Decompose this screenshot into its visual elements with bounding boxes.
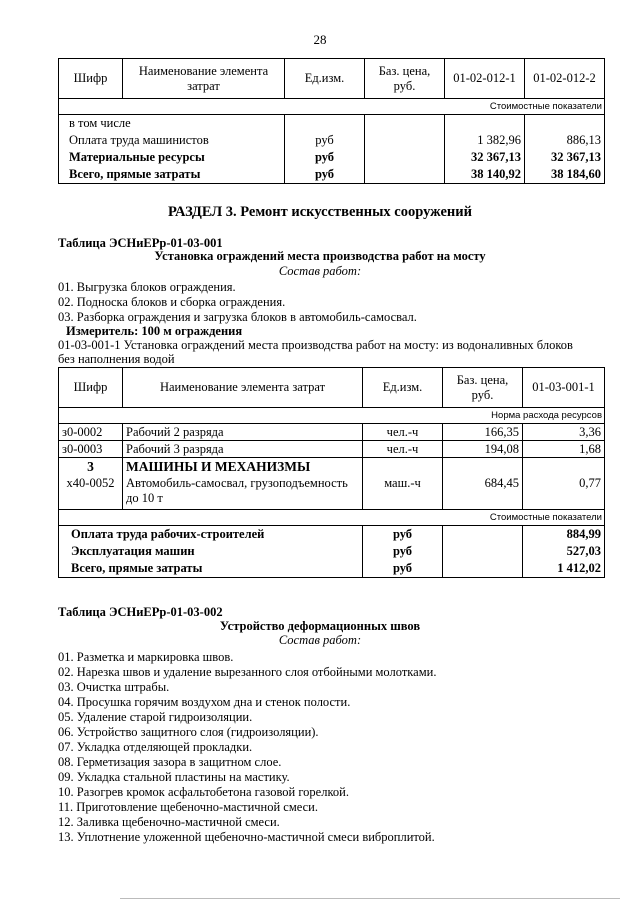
row-value: 3,36 <box>523 424 605 441</box>
work-item: 02. Нарезка швов и удаление вырезанного слоя отбойными молотками. <box>58 665 437 679</box>
row-name: Всего, прямые затраты <box>59 166 285 184</box>
row-value: 0,77 <box>523 476 605 510</box>
section-title: РАЗДЕЛ 3. Ремонт искусственных сооружений <box>167 204 472 220</box>
table-row <box>59 441 605 458</box>
work-item: 01. Разметка и маркировка швов. <box>58 650 234 664</box>
row-value-2: 886,13 <box>525 132 605 149</box>
work-item: 11. Приготовление щебеночно-мастичной смеси. <box>58 800 318 814</box>
header-unit: Ед.изм. <box>285 59 365 99</box>
header-code: Шифр <box>59 59 123 99</box>
row-value-1: 38 140,92 <box>445 166 525 184</box>
work-item: 04. Просушка горячим воздухом дна и стенок полости. <box>58 695 351 709</box>
total-unit: руб <box>363 560 443 578</box>
row-price: 194,08 <box>443 441 523 458</box>
work-item: 03. Разборка ограждения и загрузка блоков в автомобиль-самосвал. <box>58 310 417 324</box>
subheader-cost: Стоимостные показатели <box>59 99 605 115</box>
group-code: 3 <box>59 458 123 476</box>
table-1-description-cont: без наполнения водой <box>58 352 175 366</box>
row-value-1: 32 367,13 <box>445 149 525 166</box>
table-row <box>59 424 605 441</box>
work-item: 09. Укладка стальной пластины на мастику. <box>58 770 290 784</box>
row-unit: маш.-ч <box>363 476 443 510</box>
row-name: Автомобиль-самосвал, грузоподъемность <box>126 475 348 490</box>
table-1-resources <box>58 367 605 578</box>
table-row <box>59 115 605 132</box>
work-item: 08. Герметизация зазора в защитном слое. <box>58 755 282 769</box>
header-price: Баз. цена, руб. <box>365 59 445 99</box>
work-item: 03. Очистка штрабы. <box>58 680 170 694</box>
row-price <box>365 166 445 184</box>
header-name: Наименование элемента затрат <box>123 59 285 99</box>
total-name: Всего, прямые затраты <box>59 560 363 578</box>
total-unit: руб <box>363 543 443 560</box>
header-unit: Ед.изм. <box>363 368 443 408</box>
row-name: Рабочий 2 разряда <box>123 424 363 441</box>
row-value-1 <box>445 115 525 132</box>
row-price <box>365 149 445 166</box>
header-price: Баз. цена, руб. <box>443 368 523 408</box>
total-unit: руб <box>363 526 443 543</box>
row-name-cont: до 10 т <box>126 490 163 505</box>
total-name: Эксплуатация машин <box>59 543 363 560</box>
row-code: з0-0002 <box>59 424 123 441</box>
row-value-2 <box>525 115 605 132</box>
work-item: 13. Уплотнение уложенной щебеночно-мастичной смеси виброплитой. <box>58 830 435 844</box>
table-row <box>59 476 605 510</box>
header-name: Наименование элемента затрат <box>123 368 363 408</box>
top-cost-table <box>58 58 605 184</box>
row-unit: руб <box>285 149 365 166</box>
row-name: Материальные ресурсы <box>59 149 285 166</box>
table-2-title: Устройство деформационных швов <box>219 619 421 633</box>
total-name: Оплата труда рабочих-строителей <box>59 526 363 543</box>
row-code: х40-0052 <box>59 476 123 510</box>
scan-edge-line <box>120 898 620 899</box>
row-value-2: 32 367,13 <box>525 149 605 166</box>
header-col-1: 01-03-001-1 <box>523 368 605 408</box>
table-row <box>59 560 605 578</box>
work-item: 12. Заливка щебеночно-мастичной смеси. <box>58 815 280 829</box>
table-1-meter: Измеритель: 100 м ограждения <box>66 324 243 338</box>
table-row <box>59 132 605 149</box>
subheader-norm: Норма расхода ресурсов <box>59 408 605 424</box>
row-unit: чел.-ч <box>363 424 443 441</box>
table-row <box>59 166 605 184</box>
row-unit: руб <box>285 166 365 184</box>
row-value-2: 38 184,60 <box>525 166 605 184</box>
header-col-2: 01-02-012-2 <box>525 59 605 99</box>
table-2-label: Таблица ЭСНиЕРр-01-03-002 <box>58 605 223 619</box>
table-1-description: 01-03-001-1 Установка ограждений места производства работ на мосту: из водоналивных блоков <box>58 338 573 352</box>
group-name: МАШИНЫ И МЕХАНИЗМЫ <box>123 458 363 476</box>
header-col-1: 01-02-012-1 <box>445 59 525 99</box>
total-value: 527,03 <box>523 543 605 560</box>
row-value-1: 1 382,96 <box>445 132 525 149</box>
row-name: Рабочий 3 разряда <box>123 441 363 458</box>
table-row <box>59 543 605 560</box>
row-price: 684,45 <box>443 476 523 510</box>
row-unit <box>285 115 365 132</box>
table-row <box>59 149 605 166</box>
total-value: 1 412,02 <box>523 560 605 578</box>
work-item: 07. Укладка отделяющей прокладки. <box>58 740 253 754</box>
header-code: Шифр <box>59 368 123 408</box>
row-unit: чел.-ч <box>363 441 443 458</box>
row-price <box>365 115 445 132</box>
row-name: в том числе <box>59 115 285 132</box>
table-2-works-title: Состав работ: <box>278 633 362 647</box>
table-1-label: Таблица ЭСНиЕРр-01-03-001 <box>58 236 223 250</box>
row-code: з0-0003 <box>59 441 123 458</box>
row-value: 1,68 <box>523 441 605 458</box>
work-item: 01. Выгрузка блоков ограждения. <box>58 280 236 294</box>
row-price: 166,35 <box>443 424 523 441</box>
row-unit: руб <box>285 132 365 149</box>
table-row <box>59 458 605 476</box>
work-item: 02. Поднoска блоков и сборка ограждения. <box>58 295 286 309</box>
page-number: 28 <box>313 32 327 47</box>
total-value: 884,99 <box>523 526 605 543</box>
row-price <box>365 132 445 149</box>
table-1-works-title: Состав работ: <box>278 264 362 278</box>
table-row <box>59 526 605 543</box>
subheader-cost: Стоимостные показатели <box>59 510 605 526</box>
work-item: 06. Устройство защитного слоя (гидроизоляции). <box>58 725 319 739</box>
work-item: 05. Удаление старой гидроизоляции. <box>58 710 253 724</box>
table-1-title: Установка ограждений места производства работ на мосту <box>154 249 486 263</box>
work-item: 10. Разогрев кромок асфальтобетона газовой горелкой. <box>58 785 349 799</box>
row-name: Оплата труда машинистов <box>59 132 285 149</box>
